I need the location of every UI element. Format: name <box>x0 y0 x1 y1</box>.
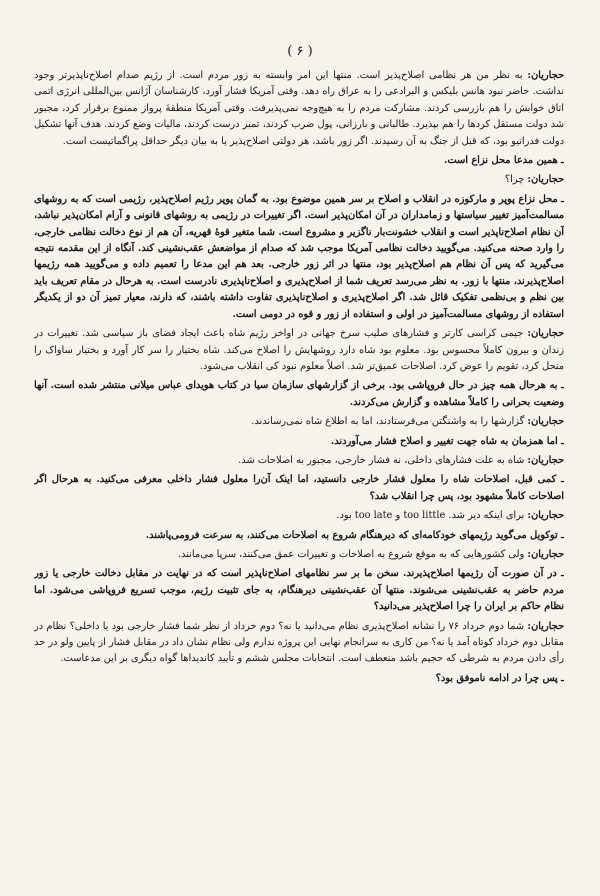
paragraph-text: شما دوم خرداد ۷۶ را نشانه اصلاح‌پذیری نظام می‌دانید یا نه؟ دوم خرداد از نظر شما فشار خارجی بود یا داخلی؟ نظام در مقابل دوم خرداد کوتاه آمد یا نه؟ من کاری به سرانجام نهایی این پروژه ندارم ولی نظام نشان داد در مقابل فشار از پایین ولو در حد رأی دادن مردم به شرطی که حجیم باشد منعطف است. انتخابات مجلس ششم و تأیید کاندیداها گواه دیگری بر این مدعاست. <box>34 620 564 665</box>
speaker-name: حجاریان: <box>527 510 564 522</box>
paragraph-text: ـ به هرحال همه چیز در حال فروپاشی بود. برخی از گزارشهای سازمان سیا در کتاب هویدای عباس میلانی منتشر شده است. آنها وضعیت بحرانی را کاملاً مشاهده و گزارش می‌کردند. <box>34 380 564 408</box>
paragraph-text: ـ کمی قبل، اصلاحات شاه را معلول فشار خارجی دانستید، اما اینک آن‌را معلول فشار داخلی معرفی می‌کنید. به هرحال اگر اصلاحات کاملاً مشهود بود، پس چرا انقلاب شد؟ <box>34 474 564 502</box>
speaker-name: حجاریان: <box>527 620 564 632</box>
interviewer-paragraph <box>34 528 564 544</box>
answer-paragraph <box>34 547 564 563</box>
paragraph-text: گزارشها را به واشنگتن می‌فرستادند، اما به اطلاع شاه نمی‌رساندند. <box>251 416 528 428</box>
answer-paragraph <box>34 172 564 188</box>
interviewer-paragraph <box>34 192 564 323</box>
answer-paragraph <box>34 619 564 668</box>
paragraph-text: ولی کشورهایی که به موقع شروع به اصلاحات و تغییرات عمق می‌کنند، سرپا می‌مانند. <box>177 548 528 560</box>
paragraph-text: جیمی کراسی کارتر و فشارهای صلیب سرخ جهانی در اواخر رژیم شاه باعث ایجاد فضای باز سیاسی شد. تغییرات در زندان و بیرون کاملاً محسوس بود. معلوم بود شاه دارد روشهایش را اصلاح می‌کند. شاه بختیار را سر کار آورد و بختیار ساواک را منحل کرد، تقویم را عوض کرد. اصلاحات عمیق‌تر شد. اصلاً معلوم نبود کی انقلاب می‌شود. <box>34 328 564 372</box>
paragraph-text: برای اینکه دیر شد. too little و too late بود. <box>336 510 528 522</box>
paragraph-text: به نظر من هر نظامی اصلاح‌پذیر است. منتها این امر وابسته به زور مردم است. از رژیم صدام اصلاح‌ناپذیرتر وجود نداشت. حاضر نبود هانس بلیکس و البرادعی را به عراق راه دهد. وقتی آمریکا فشار آورد، کارشناسان آژانس بین‌المللی انرژی اتمی اتاق خوابش را هم بازرسی کردند. مشارکت مردم را به هیچ‌وجه نمی‌پذیرفت. وقتی آمریکا منطقهٔ پرواز ممنوع برقرار کرد، مجبور شد دولت مستقل کردها را هم بپذیرد. طالبانی و بارزانی، پول ضرب کردند، تمبر درست کردند، مالیات وضع کردند. هدف آنها تشکیل دولت فدراتیو بود، که قبل از جنگ به آن رسیدند. اگر زور باشد، هر دولتی اصلاح‌پذیر یا به بیان دیگر حداقل پراگماتیست است. <box>34 70 564 147</box>
paragraph-text: ـ اما همزمان به شاه جهت تغییر و اصلاح فشار می‌آوردند. <box>330 435 564 447</box>
paragraph-text: چرا؟ <box>504 174 528 186</box>
speaker-name: حجاریان: <box>527 454 564 466</box>
document-body <box>34 68 564 888</box>
page-number: ( ۶ ) <box>287 44 313 59</box>
speaker-name: حجاریان: <box>527 174 564 186</box>
answer-paragraph <box>34 68 564 150</box>
interviewer-paragraph <box>34 378 564 411</box>
speaker-name: حجاریان: <box>527 70 564 81</box>
answer-paragraph <box>34 508 564 524</box>
paragraph-text: شاه به علت فشارهای داخلی، نه فشار خارجی، مجبور به اصلاحات شد. <box>238 454 528 466</box>
answer-paragraph <box>34 414 564 430</box>
paragraph-text: ـ در آن صورت آن رژیمها اصلاح‌پذیرند. سخن ما بر سر نظامهای اصلاح‌ناپذیر است که در نهایت در مقابل دخالت خارجی یا زور مردم حاضر به عقب‌نشینی می‌شوند. منتها آن عقب‌نشینی دیرهنگام، به جای تثبیت رژیم، موجب تسریع فروپاشی می‌شود. اما نظام حاکم بر ایران را چرا اصلاح‌پذیر می‌دانید؟ <box>34 568 564 613</box>
interviewer-paragraph <box>34 472 564 505</box>
paragraph-text: ـ توکویل می‌گوید رژیمهای خودکامه‌ای که دیرهنگام شروع به اصلاحات می‌کنند، به سرعت فرومی‌پاشند. <box>145 529 564 541</box>
interviewer-paragraph <box>34 671 564 687</box>
speaker-name: حجاریان: <box>527 416 564 428</box>
answer-paragraph <box>34 326 564 375</box>
answer-paragraph <box>34 453 564 469</box>
speaker-name: حجاریان: <box>527 328 564 340</box>
speaker-name: حجاریان: <box>527 548 564 560</box>
paragraph-text: ـ پس چرا در ادامه ناموفق بود؟ <box>435 672 564 684</box>
interviewer-paragraph <box>34 434 564 450</box>
paragraph-text: ـ همین مدعا محل نزاع است. <box>443 155 564 167</box>
interviewer-paragraph <box>34 153 564 169</box>
interviewer-paragraph <box>34 566 564 615</box>
paragraph-text: ـ محل نزاع پوپر و مارکوزه در انقلاب و اصلاح بر سر همین موضوع بود. به گمان پوپر رژیم اصلاح‌پذیر، رژیمی است که به روشهای مسالمت‌آمیز تغییر سیاستها و زمامداران در آن امکان‌پذیر است. اگر تغییرات در رژیمی به روشهای قانونی و آرام امکان‌پذیر نباشد، آن نظام اصلاح‌ناپذیر است و انقلاب خشونت‌بار ناگزیر و مشروع است. شما متغیر قوهٔ قهریه، آن هم از نوع دخالت نظامی خارجی، را وارد صحنه می‌کنید. می‌گویید دخالت نظامی آمریکا موجب شد که صدام از مواضعش عقب‌نشینی کند. آنگاه از این مقدمه نتیجه می‌گیرید که پس آن نظام هم اصلاح‌پذیر بود، منتها در اثر زور خارجی. بعد هم این مدعا را تعمیم داده و می‌گویید همه رژیمها اصلاح‌پذیرند، منتها با زور. به نظر می‌رسد تعریف شما از اصلاح‌پذیری و اصلاح‌ناپذیری نادرست است. به هرحال در مقام تعریف باید بین نظم و بی‌نظمی تفکیک قائل شد. اگر اصلاح‌پذیری و اصلاح‌ناپذیری تفاوت داشته باشند، که دارند، معیار تمیز آن دو از یکدیگر استفاده از روشهای مسالمت‌آمیز در اولی و استفاده از زور و قوه در دومی است. <box>34 193 564 320</box>
